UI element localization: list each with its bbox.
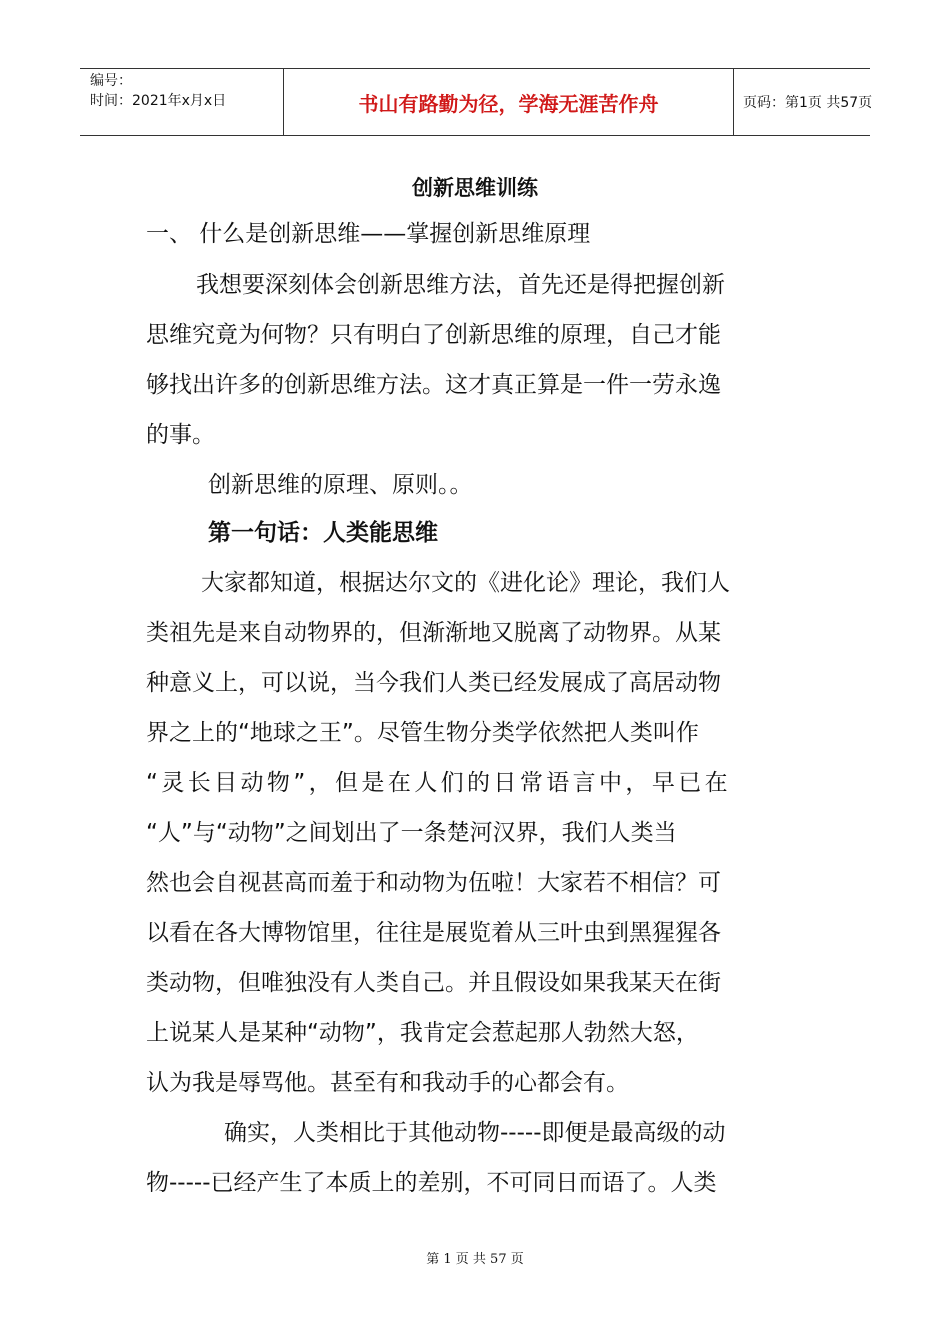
document-number-label: 编号： — [90, 73, 132, 89]
document-date-label: 时间：2021年x月x日 — [90, 93, 227, 109]
paragraph-line: 类动物，但唯独没有人类自己。并且假设如果我某天在街 — [146, 970, 721, 996]
paragraph-line: 上说某人是某种“动物”，我肯定会惹起那人勃然大怒， — [146, 1020, 699, 1046]
document-title: 创新思维训练 — [412, 176, 538, 200]
paragraph-line: 思维究竟为何物？只有明白了创新思维的原理，自己才能 — [146, 322, 721, 348]
paragraph-line: 种意义上，可以说，当今我们人类已经发展成了高居动物 — [146, 670, 721, 696]
header-page-info: 页码：第1页 共57页 — [743, 95, 873, 111]
paragraph-line: 大家都知道，根据达尔文的《进化论》理论，我们人 — [201, 570, 730, 596]
paragraph-line: 以看在各大博物馆里，往往是展览着从三叶虫到黑猩猩各 — [146, 920, 721, 946]
subheading: 第一句话：人类能思维 — [208, 520, 438, 546]
principles-line: 创新思维的原理、原则。。 — [208, 472, 473, 498]
paragraph-line: 然也会自视甚高而羞于和动物为伍啦！大家若不相信？可 — [146, 870, 721, 896]
paragraph-line: 够找出许多的创新思维方法。这才真正算是一件一劳永逸 — [146, 372, 721, 398]
paragraph-line: 的事。 — [146, 422, 215, 448]
paragraph-line: “人”与“动物”之间划出了一条楚河汉界，我们人类当 — [146, 820, 677, 846]
section-heading: 一、 什么是创新思维——掌握创新思维原理 — [146, 221, 591, 247]
page-header — [80, 68, 873, 136]
header-meta — [80, 69, 283, 135]
paragraph-line: 确实，人类相比于其他动物-----即便是最高级的动 — [224, 1120, 726, 1146]
paragraph-line: 界之上的“地球之王”。尽管生物分类学依然把人类叫作 — [146, 720, 699, 746]
header-motto: 书山有路勤为径，学海无涯苦作舟 — [283, 69, 734, 135]
paragraph-line: 类祖先是来自动物界的，但渐渐地又脱离了动物界。从某 — [146, 620, 721, 646]
paragraph-line: “灵长目动物”，但是在人们的日常语言中，早已在 — [146, 770, 732, 796]
paragraph-line: 我想要深刻体会创新思维方法，首先还是得把握创新 — [196, 272, 725, 298]
paragraph-line: 物-----已经产生了本质上的差别，不可同日而语了。人类 — [146, 1170, 717, 1196]
page-footer: 第 1 页 共 57 页 — [426, 1252, 524, 1267]
paragraph-line: 认为我是辱骂他。甚至有和我动手的心都会有。 — [146, 1070, 629, 1096]
